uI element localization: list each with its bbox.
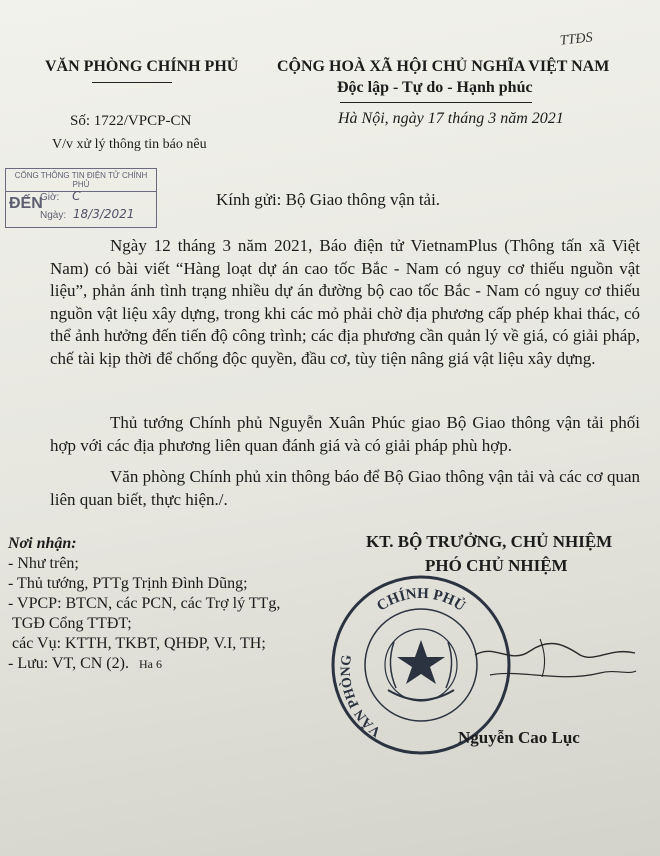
stamp-den: ĐẾN <box>9 195 43 212</box>
handwritten-mark: TTĐS <box>559 30 594 49</box>
recipient-item-archive <box>8 654 280 674</box>
body-paragraph-2: Thủ tướng Chính phủ Nguyễn Xuân Phúc giao Bộ Giao thông vận tải phối hợp với các địa phương liên quan đánh giá và có giải pháp phù hợp. <box>50 413 640 455</box>
svg-text:CHÍNH PHỦ <box>374 586 468 615</box>
seal-text-top: CHÍNH PHỦ <box>374 585 468 615</box>
stamp-title: CỔNG THÔNG TIN ĐIỆN TỬ CHÍNH PHỦ <box>6 171 156 192</box>
country-name: CỘNG HOÀ XÃ HỘI CHỦ NGHĨA VIỆT NAM <box>277 58 610 75</box>
signer-title-2: PHÓ CHỦ NHIỆM <box>425 556 568 575</box>
handwritten-note: Ha 6 <box>138 657 162 671</box>
recipient-item: - VPCP: BTCN, các PCN, các Trợ lý TTg, <box>8 595 281 612</box>
document-subject: V/v xử lý thông tin báo nêu <box>52 137 207 152</box>
signature-scribble-icon <box>470 625 640 695</box>
stamp-date-line <box>40 207 134 221</box>
recipients-label: Nơi nhận: <box>8 535 77 552</box>
received-stamp <box>5 168 157 228</box>
stamp-time-label: Giờ: <box>40 192 60 203</box>
signer-title-1: KT. BỘ TRƯỞNG, CHỦ NHIỆM <box>366 532 613 551</box>
recipient-archive-text: - Lưu: VT, CN (2). <box>8 655 129 672</box>
recipients-block <box>8 534 280 674</box>
body-paragraph-1: Ngày 12 tháng 3 năm 2021, Báo điện tử VietnamPlus (Thông tấn xã Việt Nam) có bài viết “Hàng loạt dự án cao tốc Bắc - Nam có nguy cơ thiếu nguồn vật liệu”, phản ánh tình trạng nhiều dự án đường bộ cao tốc Bắc - Nam có nguy cơ thiếu nguồn vật liệu xây dựng, trong khi các mỏ phải chờ địa phương cấp phép khai thác, có thể ảnh hưởng đến tiến độ công trình; các địa phương cần quản lý về giá, có giải pháp, chế tài kịp thời để chống độc quyền, đầu cơ, tùy tiện nâng giá vật liệu xây dựng. <box>50 236 640 368</box>
recipient-item: TGĐ Cổng TTĐT; <box>12 615 132 632</box>
recipient-item: các Vụ: KTTH, TKBT, QHĐP, V.I, TH; <box>12 635 266 652</box>
body-paragraph-3: Văn phòng Chính phủ xin thông báo để Bộ Giao thông vận tải và các cơ quan liên quan biết, thực hiện./. <box>50 467 640 509</box>
stamp-date-value: 18/3/2021 <box>72 207 135 221</box>
agency-underline <box>92 82 172 83</box>
stamp-date-label: Ngày: <box>40 210 67 221</box>
document-number: Số: 1722/VPCP-CN <box>70 113 192 129</box>
seal-text-side: VĂN PHÒNG <box>338 654 385 740</box>
recipient-item: - Như trên; <box>8 555 79 572</box>
place-date: Hà Nội, ngày 17 tháng 3 năm 2021 <box>338 110 564 127</box>
motto: Độc lập - Tự do - Hạnh phúc <box>337 79 533 96</box>
recipient-item: - Thủ tướng, PTTg Trịnh Đình Dũng; <box>8 575 248 592</box>
addressee: Kính gửi: Bộ Giao thông vận tải. <box>216 190 441 209</box>
stamp-time-line <box>40 189 81 203</box>
stamp-time-value: C <box>72 189 81 203</box>
svg-text:VĂN PHÒNG <box>337 654 384 739</box>
agency-name: VĂN PHÒNG CHÍNH PHỦ <box>45 58 239 75</box>
motto-underline <box>340 102 532 103</box>
signer-name: Nguyễn Cao Lục <box>458 728 580 747</box>
